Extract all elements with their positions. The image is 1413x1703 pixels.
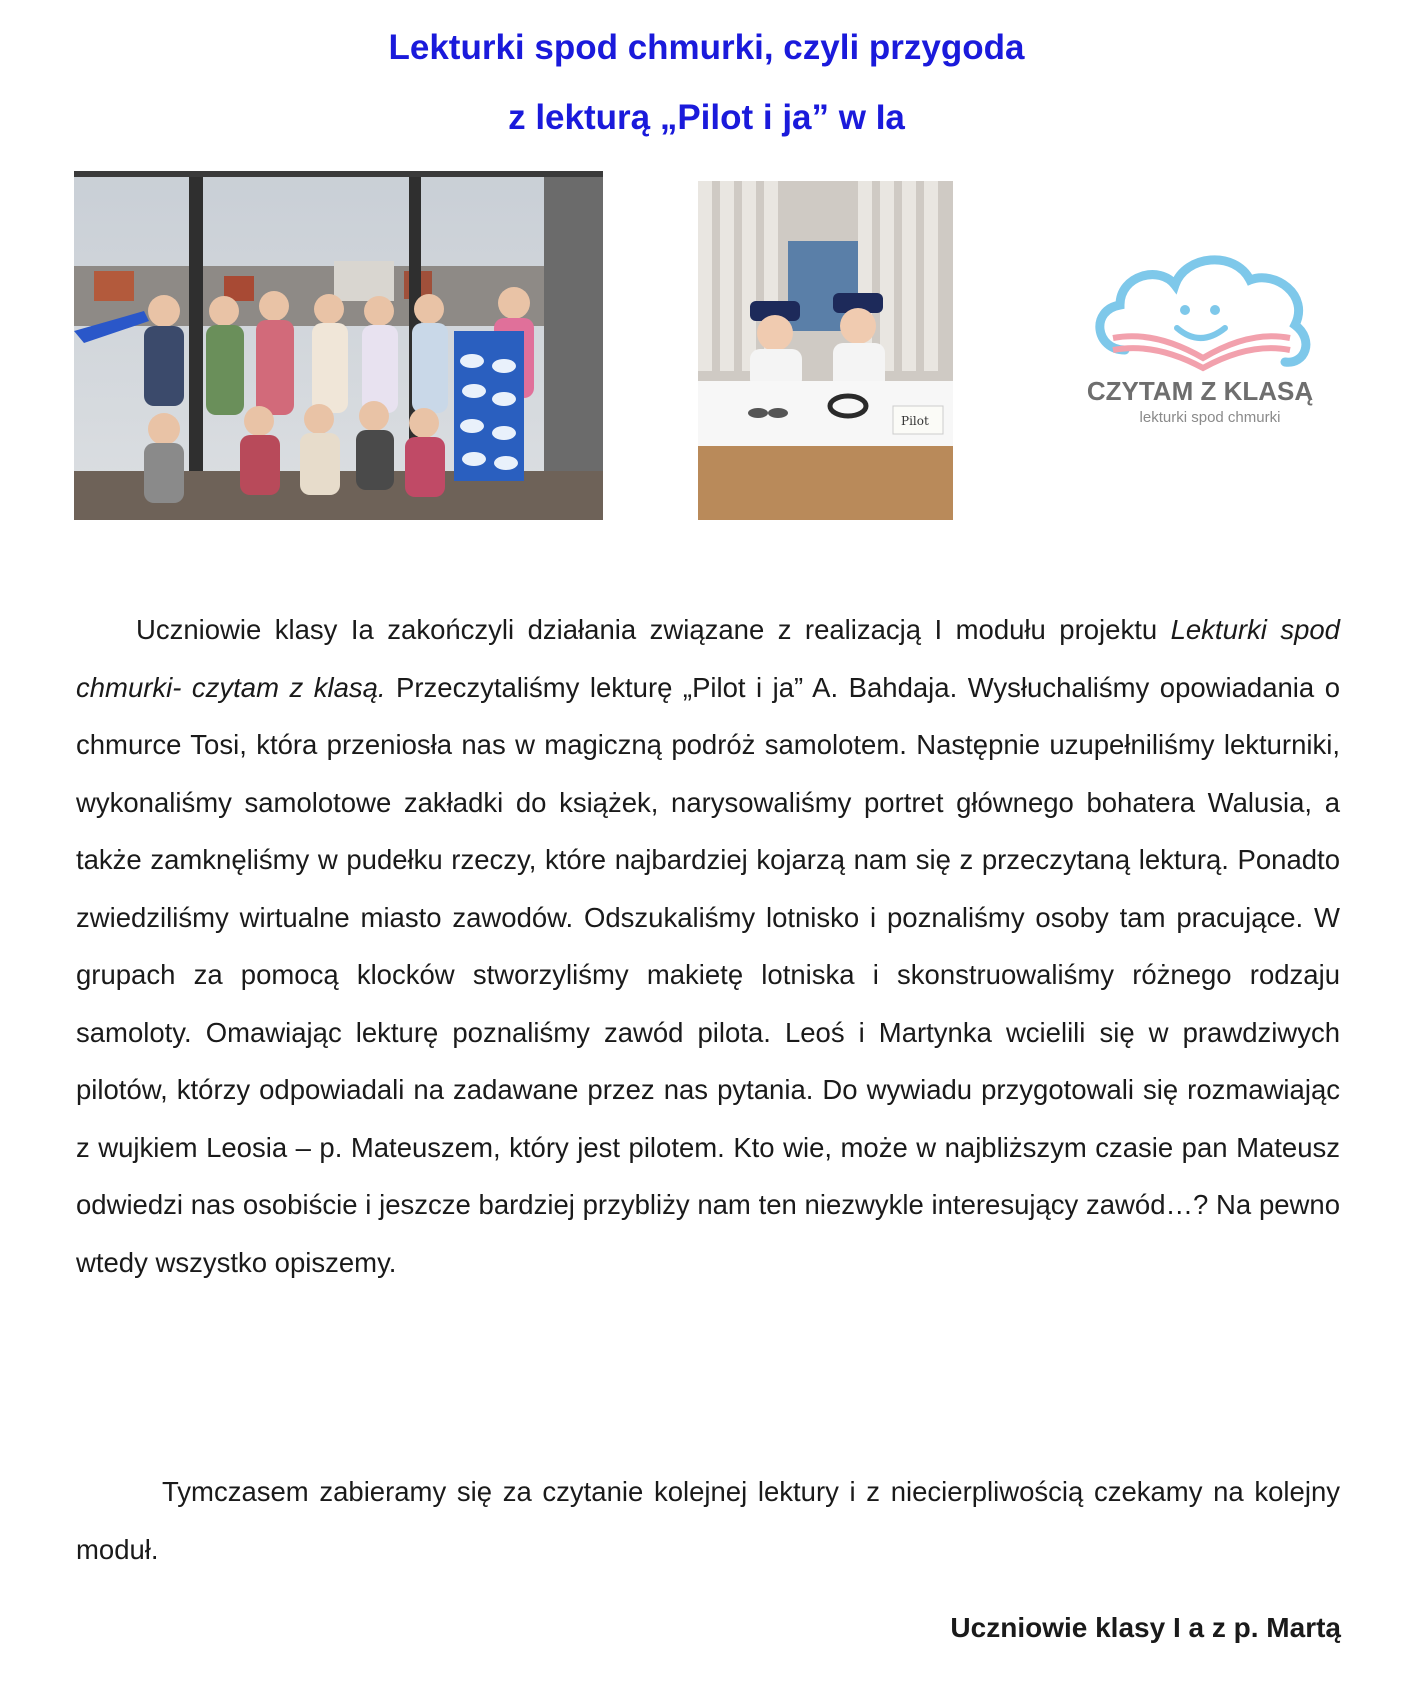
pilots-photo-illustration (698, 181, 953, 520)
class-group-photo-illustration (74, 171, 603, 520)
class-group-photo (74, 171, 603, 520)
paragraph-1-start: Uczniowie klasy Ia zakończyli działania związane z realizacją I modułu projektu (136, 614, 1171, 645)
pilot-sign-text: Pilot (901, 414, 929, 428)
paragraph-1-rest: Przeczytaliśmy lekturę „Pilot i ja” A. Bahdaja. Wysłuchaliśmy opowiadania o chmurce Tosi, która przeniosła nas w magiczną podróż samolotem. Następnie uzupełniliśmy lekturniki, wykonaliśmy samolotowe zakładki do książek, narysowaliśmy portret głównego bohatera Walusia, a także zamknęliśmy w pudełku rzeczy, które najbardziej kojarzą nam się z przeczytaną lekturą. Ponadto zwiedziliśmy wirtualne miasto zawodów. Odszukaliśmy lotnisko i poznaliśmy osoby tam pracujące. W grupach za pomocą klocków stworzyliśmy makietę lotniska i skonstruowaliśmy różnego rodzaju samoloty. Omawiając lekturę poznaliśmy zawód pilota. Leoś i Martynka wcielili się w prawdziwych pilotów, którzy odpowiadali na zadawane przez nas pytania. Do wywiadu przygotowali się rozmawiając z wujkiem Leosia – p. Mateuszem, który jest pilotem. Kto wie, może w najbliższym czasie pan Mateusz odwiedzi nas osobiście i jeszcze bardziej przybliży nam ten niezwykle interesujący zawód…? Na pewno wtedy wszystko opiszemy. (76, 671, 1340, 1278)
body-paragraph-1 (76, 601, 1340, 1291)
pilots-photo (698, 181, 953, 520)
project-name-italic: Lekturki spod chmurki- czytam z klasą. (76, 614, 1340, 703)
logo-main-text: CZYTAM Z KLASĄ (1086, 376, 1314, 406)
page-title-line-2: z lekturą „Pilot i ja” w Ia (508, 98, 905, 137)
page-title-line-1: Lekturki spod chmurki, czyli przygoda (388, 28, 1025, 67)
czytam-z-klasa-logo (1085, 250, 1315, 445)
cloud-book-icon (1085, 250, 1315, 445)
signature: Uczniowie klasy I a z p. Martą (950, 1612, 1341, 1643)
logo-sub-text: lekturki spod chmurki (1139, 409, 1281, 426)
body-paragraph-2: Tymczasem zabieramy się za czytanie kolejnej lektury i z niecierpliwością czekamy na kolejny moduł. (76, 1476, 1340, 1565)
